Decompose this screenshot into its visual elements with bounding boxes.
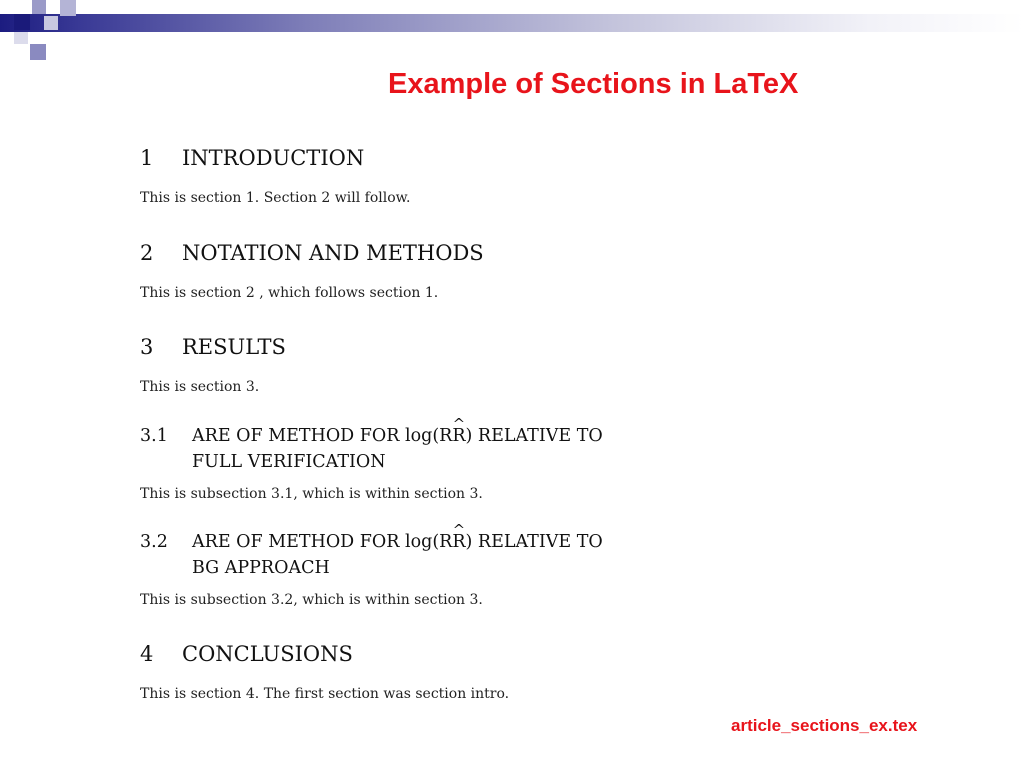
hat-accent-letter: ^ R <box>452 529 465 555</box>
subsection-text: This is subsection 3.1, which is within section 3. <box>140 486 483 502</box>
section-number: 4 <box>140 642 154 666</box>
section-text: This is section 4. The first section was section intro. <box>140 686 510 702</box>
section-title: INTRODUCTION <box>182 146 365 170</box>
subsection-title <box>192 529 732 581</box>
decor-square-mid <box>30 44 46 60</box>
subsection-title-suffix: ) RELATIVE TO <box>465 532 603 552</box>
subsection-title <box>192 423 732 475</box>
decor-square-light <box>44 16 58 30</box>
hat-accent-letter: ^ R <box>452 423 465 449</box>
subsection-number: 3.2 <box>140 532 168 552</box>
decor-square-light <box>14 32 28 44</box>
section-text: This is section 3. <box>140 379 260 395</box>
section-title: CONCLUSIONS <box>182 642 353 666</box>
section-number: 2 <box>140 241 154 265</box>
decor-square-light <box>60 0 76 16</box>
decor-square-dark <box>14 14 30 30</box>
subsection-title-prefix: ARE OF METHOD FOR log(R <box>192 532 453 552</box>
subsection-text: This is subsection 3.2, which is within section 3. <box>140 592 483 608</box>
subsection-title-line2: FULL VERIFICATION <box>192 452 386 472</box>
slide-title: Example of Sections in LaTeX <box>388 68 799 100</box>
decor-square-light <box>32 0 46 14</box>
subsection-number: 3.1 <box>140 426 168 446</box>
header-gradient-bar <box>0 14 1024 32</box>
subsection-title-prefix: ARE OF METHOD FOR log(R <box>192 426 453 446</box>
section-text: This is section 1. Section 2 will follow. <box>140 190 411 206</box>
subsection-title-suffix: ) RELATIVE TO <box>465 426 603 446</box>
source-filename: article_sections_ex.tex <box>731 716 918 735</box>
section-number: 3 <box>140 335 154 359</box>
section-title: NOTATION AND METHODS <box>182 241 484 265</box>
section-text: This is section 2 , which follows section 1. <box>140 285 439 301</box>
section-number: 1 <box>140 146 154 170</box>
section-title: RESULTS <box>182 335 286 359</box>
subsection-title-line2: BG APPROACH <box>192 558 330 578</box>
